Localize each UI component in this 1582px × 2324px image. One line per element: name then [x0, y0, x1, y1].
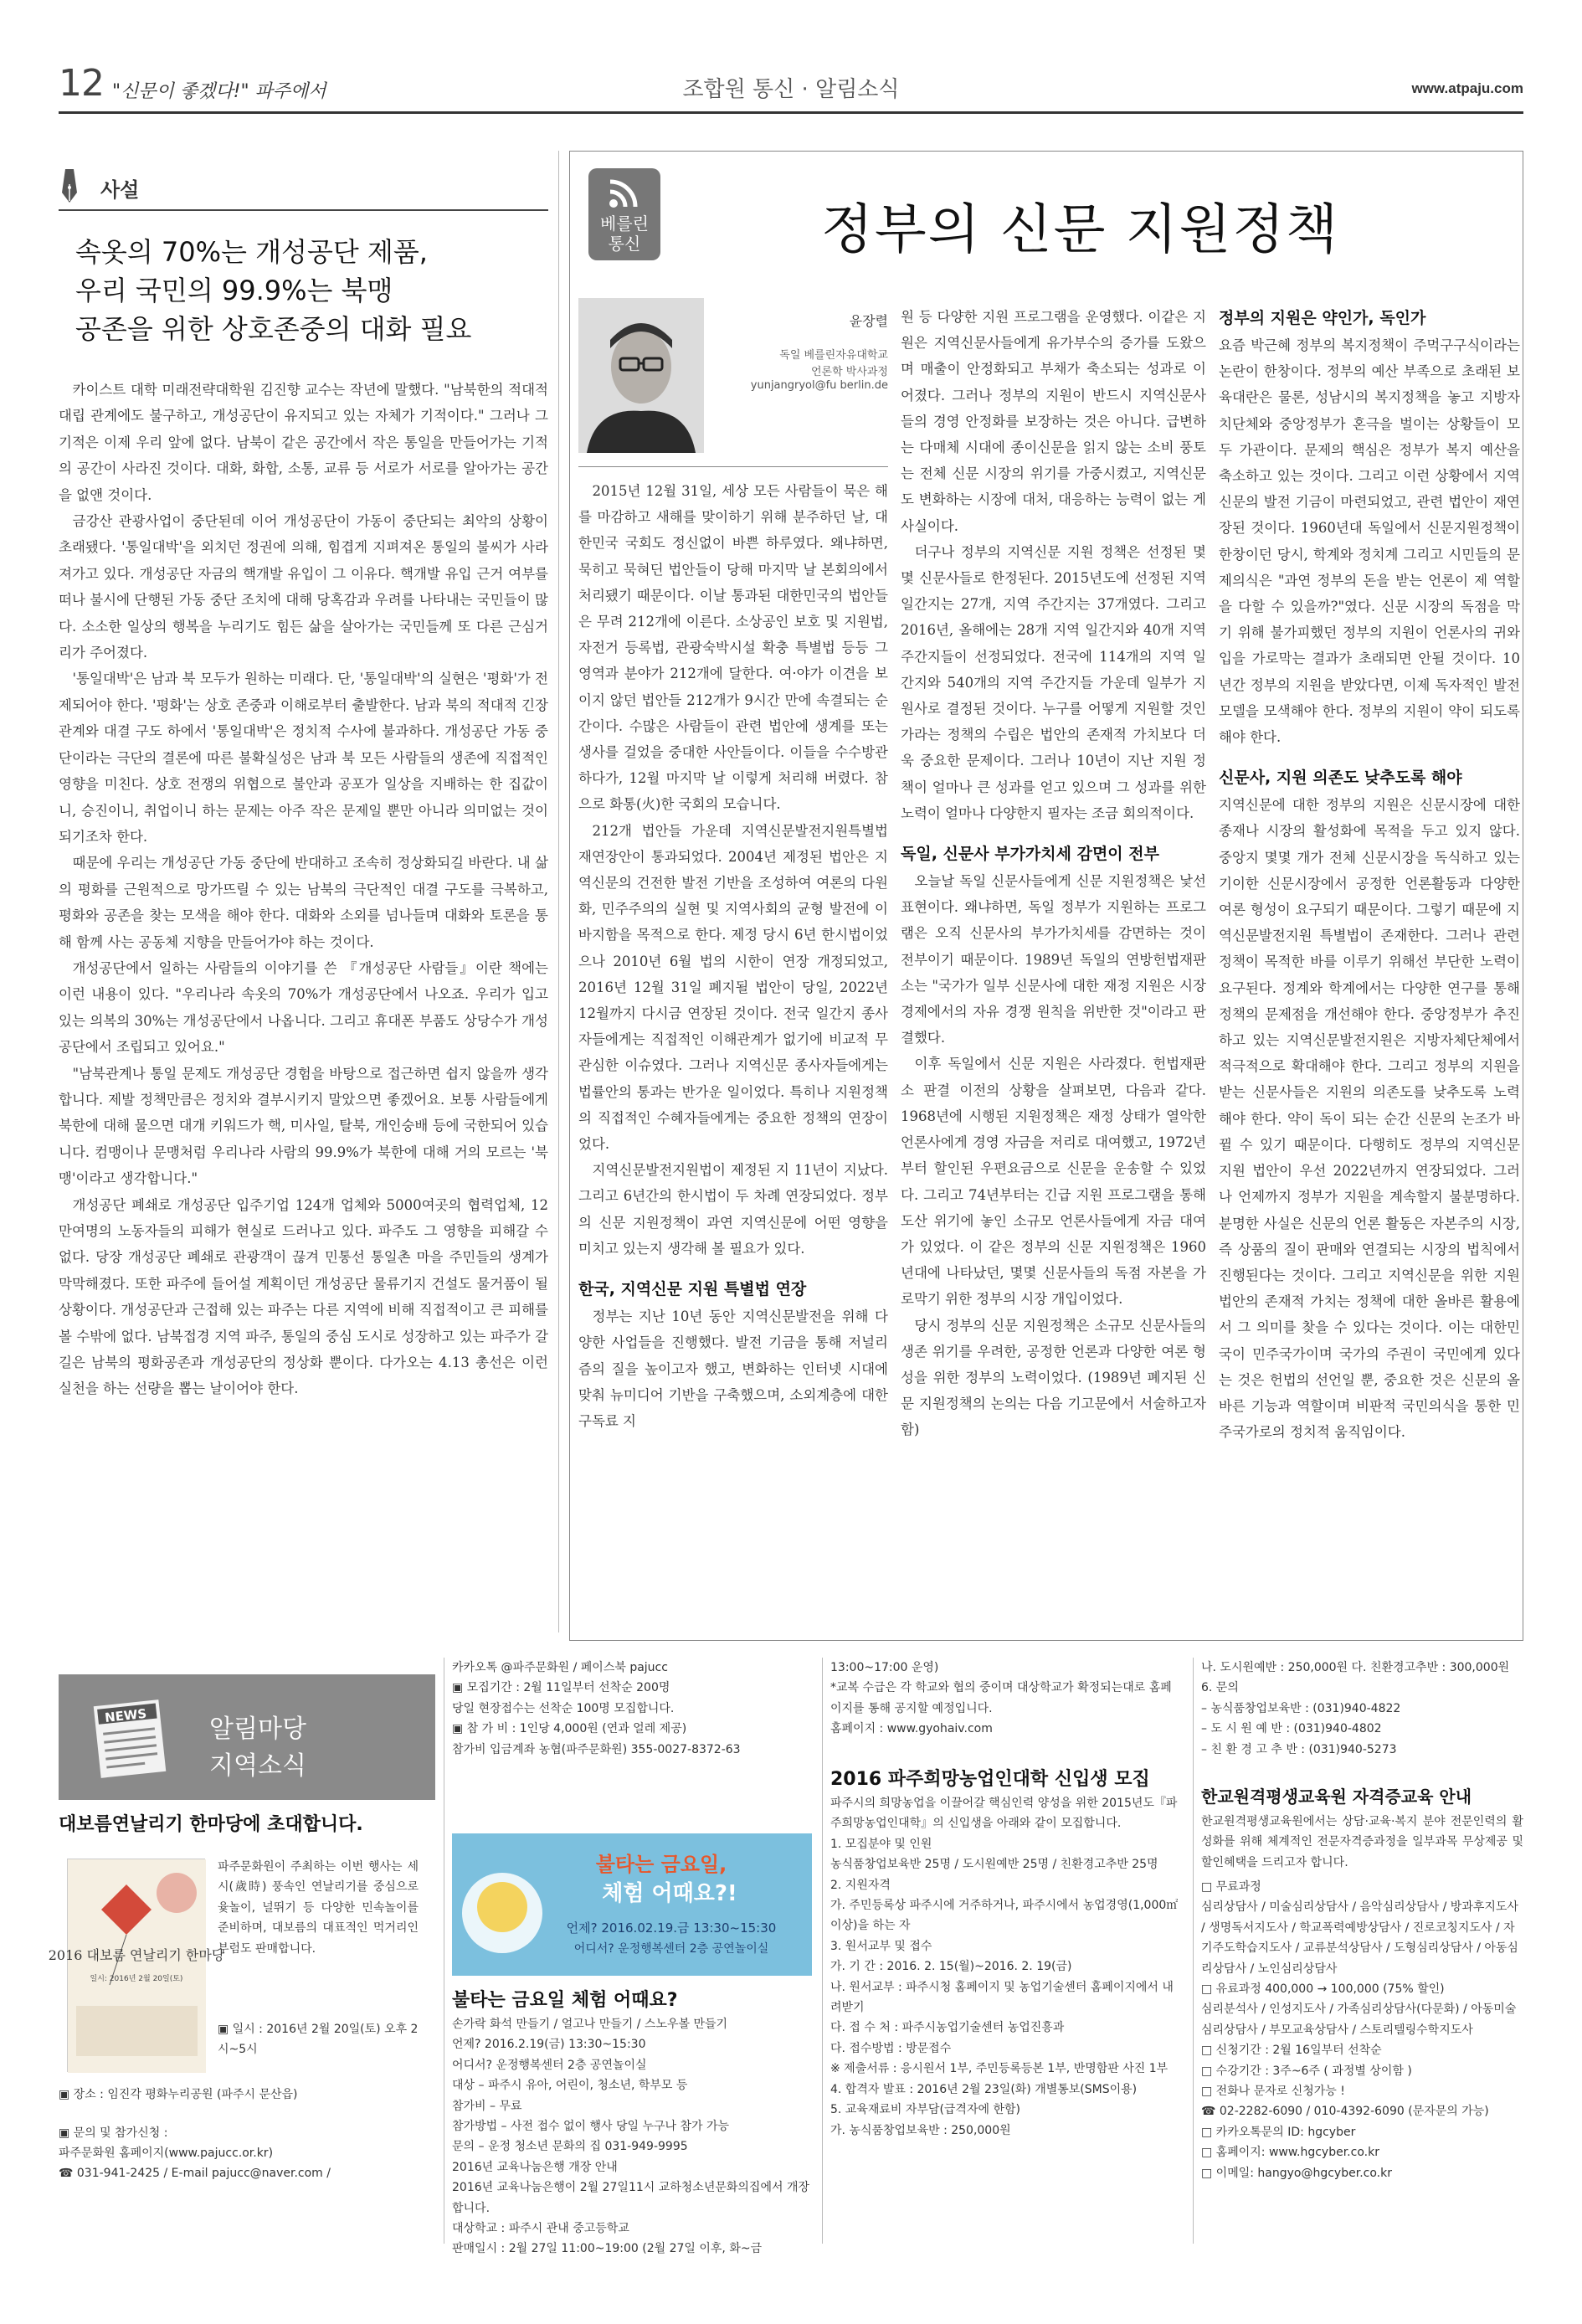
rss-icon	[607, 178, 642, 210]
pen-icon	[59, 167, 92, 208]
paragraph: 때문에 우리는 개성공단 가동 중단에 반대하고 조속히 정상화되길 바란다. 내 삶의 평화를 근원적으로 망가뜨릴 수 있는 남북의 극단적인 대결 구도를 극복하고, 평화와 공존을 찾는 모색을 해야 한다. 대화와 소외를 넘나들며 대화와 토론을 통해 함께 사는 공동체 지향을 만들어가야 하는 것이다.	[59, 855, 548, 950]
svg-text:2016 대보름 연날리기 한마당: 2016 대보름 연날리기 한마당	[48, 1947, 225, 1963]
page-header	[59, 59, 1523, 114]
notice-title-friday: 불타는 금요일 체험 어때요?	[452, 1990, 678, 2011]
svg-text:불타는 금요일,: 불타는 금요일,	[595, 1853, 727, 1876]
svg-text:어디서? 운정행복센터 2층 공연놀이실: 어디서? 운정행복센터 2층 공연놀이실	[573, 1942, 769, 1956]
editorial-body	[59, 377, 548, 1402]
paragraph: 당시 정부의 신문 지원정책은 소규모 신문사들의 생존 위기를 우려한, 공정한 언론과 다양한 여론 형성을 위한 정부의 노력이었다. (1989년 폐지된 신문 지원정책의 논의는 다음 기고문에서 서술하고자 함)	[901, 1317, 1206, 1438]
paragraph: 오늘날 독일 신문사들에게 신문 지원정책은 낯선 표현이다. 왜냐하면, 독일 정부가 지원하는 프로그램은 오직 신문사의 부가가치세를 감면하는 것이 전부이기 때문이다. 1989년 독일의 연방헌법재판소는 "국가가 일부 신문사에 대한 재정 지원은 시장 경제에서의 자유 경쟁 원칙을 위반한 것"이라고 판결했다.	[901, 873, 1206, 1046]
paragraph: 지역신문에 대한 정부의 지원은 신문시장에 대한 종재나 시장의 활성화에 목적을 두고 있지 않다. 중앙지 몇몇 개가 전체 신문시장을 독식하고 있는 기이한 신문시장에서 공정한 언론활동과 다양한 여론 형성이 요구되기 때문이다. 그렇기 때문에 지역신문발전지원 특별법이 존재한다. 그러나 관련 정책이 목적한 바를 이루기 위해선 부단한 노력이 요구된다. 정계와 학계에서는 다양한 연구를 통해 정책의 문제점을 개선해야 한다. 중앙정부가 추진하고 있는 지역신문발전지원은 지방자체단체에서 적극적으로 확대해야 한다. 그리고 정부의 지원을 받는 신문사들은 지원의 의존도를 낮추도록 노력해야 한다. 약이 독이 되는 순간 신문의 논조가 바뀔 수 있기 때문이다. 다행히도 정부의 지역신문 지원 법안이 우선 2022년까지 연장되었다. 그러나 언제까지 정부가 지원을 계속할지 불분명하다. 분명한 사실은 신문의 언론 활동은 자본주의 시장, 즉 상품의 질이 판매와 연결되는 시장의 법칙에서 진행된다는 것이다. 그리고 지역신문을 위한 지원 법안의 존재적 가치는 정책에 대한 올바른 활용에서 그 의미를 찾을 수 있다는 것이다. 이는 대한민국이 민주국가이며 국가의 주권이 국민에게 있다는 것은 헌법의 선언일 뿐, 중요한 것은 신문의 올바른 기능과 역할이며 비판적 국민의식을 통한 민주국가로의 정치적 움직임이다.	[1219, 797, 1520, 1441]
editorial-headline: 속옷의 70%는 개성공단 제품, 우리 국민의 99.9%는 북맹 공존을 위한 상호존중의 대화 필요	[75, 236, 472, 345]
notice-title-kite: 대보름연날리기 한마당에 초대합니다.	[59, 1814, 363, 1835]
notice-certificate-intro: 한교원격평생교육원에서는 상담·교육·복지 분야 전문인력의 활성화를 위해 체계적인 전문자격증과정을 일부과목 무상제공 및 할인혜택을 드리고자 합니다.	[1201, 1815, 1523, 1869]
paragraph: '통일대박'은 남과 북 모두가 원하는 미래다. 단, '통일대박'의 실현은 '평화'가 전제되어야 한다. '평화'는 상호 존중과 이해로부터 출발한다. 남과 북의 적대적 긴장 관계와 대결 구도 하에서 '통일대박'은 정치적 수사에 불과하다. 개성공단 가동 중단이라는 극단의 결론에 따른 불확실성은 남과 북 모든 사람들의 생존에 직접적인 영향을 미친다. 상호 전쟁의 위협으로 불안과 공포가 일상을 지배하는 한 집값이니, 승진이니, 취업이니 하는 문제는 아주 작은 문제일 뿐만 아니라 의미없는 것이 되기조차 한다.	[59, 671, 548, 845]
section-title: 조합원 통신 · 알림소식	[682, 77, 900, 102]
paragraph: 금강산 관광사업이 중단된데 이어 개성공단이 가동이 중단되는 최악의 상황이 초래됐다. '통일대박'을 외치던 정권에 의해, 힘겹게 지펴져온 통일의 불씨가 사라져가고 있다. 개성공단 자금의 핵개발 유입이 그 이유다. 핵개발 유입 근거 여부를 떠나 불시에 단행된 가동 중단 조치에 대해 당혹감과 우려를 나타내는 국민들이 많다. 소소한 일상의 행복을 누리기도 힘든 삶을 살아가는 국민들께 또 다른 근심거리가 주어졌다.	[59, 513, 548, 661]
notice-kite-date: ▣ 일시 : 2016년 2월 20일(토) 오후 2시~5시	[218, 2023, 419, 2057]
page-number: 12	[59, 62, 104, 105]
article-column-1	[578, 478, 888, 1434]
notice-kite-text: 파주문화원이 주최하는 이번 행사는 세시(歲時) 풍속인 연날리기를 중심으로 윷놀이, 널뛰기 등 다양한 민속놀이를 준비하며, 대보름의 대표적인 먹거리인 부럼도 판매합니다.	[218, 1860, 419, 1956]
paragraph: 더구나 정부의 지역신문 지원 정책은 선정된 몇몇 신문사들로 한정된다. 2015년도에 선정된 지역 일간지는 27개, 지역 주간지는 37개였다. 그리고 2016년, 올해에는 28개 지역 일간지와 40개 지역 주간지들이 선정되었다. 전국에 114개의 지역 일간지와 540개의 지역 주간지들 가운데 일부가 지원사로 결정된 것이다. 누구를 어떻게 지원할 것인가라는 정책의 수립은 법안의 존재적 가치보다 더욱 중요한 문제이다. 그러나 10년이 지난 지원 정책이 얼마나 큰 성과를 얻고 있으며 그 성과를 위한 노력이 얼마나 다양한지 필자는 조금 회의적이다.	[901, 543, 1206, 821]
subheading: 정부의 지원은 약인가, 독인가	[1219, 309, 1426, 327]
notice-certificate-text: □ 무료과정 심리상담사 / 미술심리상담사 / 음악심리상담사 / 방과후지도사 / 생명독서지도사 / 학교폭력예방상담사 / 진로코칭지도사 / 자기주도학습지도사 / 교류분석상담사 / 도형심리상담사 / 아동심리상담사 / 노인심리상담사 □ 유료과정 400,000 → 100,000 (75% 할인) 심리분석사 / 인성지도사 / 가족심리상담사(다문화) / 아동미술심리상담사 / 부모교육상담사 / 스토리텔링수학지도사 □ 신청기간 : 2월 16일부터 선착순 □ 수강기간 : 3주~6주 ( 과정별 상이함 ) □ 전화나 문자로 신청가능 ! ☎ 02-2282-6090 / 010-4392-6090 (문자문의 가능) □ 카카오톡문의 ID: hgcyber □ 홈페이지: www.hgcyber.co.kr □ 이메일: hangyo@hgcyber.co.kr	[1201, 1880, 1518, 2180]
paragraph: 요즘 박근혜 정부의 복지정책이 주먹구구식이라는 논란이 한창이다. 정부의 예산 부족으로 초래된 보육대란은 물론, 성남시의 복지정책을 놓고 지방자치단체와 중앙정부가 혼극을 벌이는 상황들이 모두 가관이다. 문제의 핵심은 정부가 복지 예산을 축소하고 있는 것이다. 그리고 이런 상황에서 지역신문의 발전 기금이 마련되었고, 관련 법안이 재연장된 것이다. 1960년대 독일에서 신문지원정책이 한창이던 당시, 학계와 정치계 그리고 시민들의 문제의식은 "과연 정부의 돈을 받는 언론이 제 역할을 다할 수 있을까?"였다. 신문 시장의 독점을 막기 위해 불가피했던 정부의 지원이 언론사의 귀와 입을 가로막는 결과가 초래되면 안될 것이다. 10년간 정부의 지원을 받았다면, 이제 독자적인 발전 모델을 모색해야 한다. 정부의 지원이 약이 되도록 해야 한다.	[1219, 337, 1520, 746]
paragraph: 지역신문발전지원법이 제정된 지 11년이 지났다. 그리고 6년간의 한시법이 두 차례 연장되었다. 정부의 신문 지원정책이 과연 지역신문에 어떤 영향을 미치고 있는지 생각해 볼 필요가 있다.	[578, 1162, 888, 1257]
newspaper-icon	[92, 1691, 167, 1779]
svg-text:체험 어때요?!: 체험 어때요?!	[602, 1881, 737, 1906]
notice-kite-phone[interactable]: ☎ 031-941-2425 / E-mail pajucc@naver.com /	[59, 2167, 331, 2180]
notice-kite-details: 카카오톡 @파주문화원 / 페이스북 pajucc ▣ 모집기간 : 2월 11일부터 선착순 200명 당일 현장접수는 선착순 100명 모집합니다. ▣ 참 가 비 : 1인당 4,000원 (연과 얼레 제공) 참가비 입금계좌 농협(파주문화원) 355-0027-8372-63	[452, 1661, 741, 1756]
friday-event-poster	[452, 1833, 812, 1976]
editorial-rule	[59, 209, 548, 211]
editorial-label: 사설	[59, 167, 139, 208]
notice-title-certificate: 한교원격평생교육원 자격증교육 안내	[1201, 1787, 1472, 1807]
notice-kite-homepage[interactable]: 파주문화원 홈페이지(www.pajucc.or.kr)	[59, 2147, 274, 2160]
author-role: 언론학 박사과정	[810, 366, 888, 378]
subheading: 한국, 지역신문 지원 특별법 연장	[578, 1280, 807, 1299]
notice-farm-college-text: 파주시의 희망농업을 이끌어갈 핵심인력 양성을 위한 2015년도『파주희망농업인대학』의 신입생을 아래와 같이 모집합니다. 1. 모집분야 및 인원 농식품창업보육반 25명 / 도시원예반 25명 / 친환경고추반 25명 2. 지원자격 가. 주민등록상 파주시에 거주하거나, 파주시에서 농업경영(1,000㎡이상)을 하는 자 3. 원서교부 및 접수 가. 기 간 : 2016. 2. 15(월)~2016. 2. 19(금) 나. 원서교부 : 파주시청 홈페이지 및 농업기술센터 홈페이지에서 내려받기 다. 접 수 처 : 파주시농업기술센터 농업진흥과 다. 접수방법 : 방문접수 ※ 제출서류 : 응시원서 1부, 주민등록등본 1부, 반명함판 사진 1부 4. 합격자 발표 : 2016년 2월 23일(화) 개별통보(SMS이용) 5. 교육재료비 자부담(급격자에 한함) 가. 농식품창업보육반 : 250,000원	[830, 1797, 1179, 2137]
notice-header: NEWS 알림마당 지역소식	[59, 1674, 435, 1800]
article-column-3	[1219, 304, 1520, 1445]
paragraph: "남북관계나 통일 문제도 개성공단 경험을 바탕으로 접근하면 쉽지 않을까 생각합니다. 제발 정책만큼은 정치와 결부시키지 말았으면 좋겠어요. 보통 사람들에게 북한에 대해 물으면 대개 키워드가 핵, 미사일, 탈북, 개인숭배 등에 국한되어 있습니다. 컴맹이나 문맹처럼 우리나라 사람의 99.9%가 북한에 대해 거의 모르는 '북맹'이라고 생각합니다."	[59, 1065, 548, 1187]
svg-text:언제? 2016.02.19.금 13:30~15:30: 언제? 2016.02.19.금 13:30~15:30	[566, 1920, 777, 1936]
masthead: "신문이 좋겠다!" 파주에서	[112, 81, 326, 102]
notice-farm-college-fees: 나. 도시원예반 : 250,000원 다. 친환경고추반 : 300,000원 6. 문의 – 농식품창업보육반 : (031)940-4822 – 도 시 원 예 반 : (031)940-4802 – 친 환 경 고 추 반 : (031)940-5273	[1201, 1661, 1510, 1756]
notice-kite-place: ▣ 장소 : 임진각 평화누리공원 (파주시 문산읍)	[59, 2088, 298, 2101]
notice-divider	[1193, 1658, 1194, 2244]
notice-friday-text: 손가락 화석 만들기 / 얼고나 만들기 / 스노우볼 만들기 언제? 2016.2.19(금) 13:30~15:30 어디서? 운정행복센터 2층 공연놀이실 대상 – 파주시 유아, 어린이, 청소년, 학부모 등 참가비 – 무료 참가방법 – 사전 접수 없이 행사 당일 누구나 참가 가능 문의 – 운정 청소년 문화의 집 031-949-9995 2016년 교육나눔은행 개장 안내 2016년 교육나눔은행이 2월 27일11시 교하청소년문화의집에서 개장합니다. 대상학교 : 파주시 관내 중고등학교 판매일시 : 2월 27일 11:00~19:00 (2월 27일 이후, 화~금	[452, 2018, 809, 2256]
author-photo	[578, 298, 704, 453]
paragraph: 212개 법안들 가운데 지역신문발전지원특별법 재연장안이 통과되었다. 2004년 제정된 법안은 지역신문의 건전한 발전 기반을 조성하여 여론의 다원화, 민주주의의 실현 및 지역사회의 균형 발전에 이바지함을 목적으로 한다. 제정 당시 6년 한시법이었으나 2010년 6월 법의 시한이 연장 개정되었고, 2016년 12월 31일 폐지될 법안이 당일, 2022년 12월까지 다시금 연장된 것이다. 전국 일간지 종사자들에게는 직접적인 이해관계가 없기에 비교적 무관심한 이슈였다. 그러나 지역신문 종사자들에게는 법률안의 통과는 반가운 일이었다. 특히나 지원정책의 직접적인 수혜자들에게는 중요한 정책의 연장이었다.	[578, 822, 888, 1153]
author-email[interactable]: yunjangryol@fu berlin.de	[750, 379, 888, 392]
subheading: 신문사, 지원 의존도 낮추도록 해야	[1219, 769, 1462, 788]
svg-text:NEWS: NEWS	[104, 1705, 148, 1725]
paragraph: 원 등 다양한 지원 프로그램을 운영했다. 이같은 지원은 지역신문사들에게 유가부수의 증가를 도왔으며 매출이 안정화되고 부채가 축소되는 성과로 이어졌다. 그러나 정부의 지원이 반드시 지역신문사들의 경영 안정화를 보장하는 것은 아니다. 급변하는 다매체 시대에 종이신문을 읽지 않는 소비 풍토는 전체 신문 시장의 위기를 가중시켰고, 지역신문도 변화하는 시장에 대처, 대응하는 능력이 없는 게 사실이다.	[901, 309, 1206, 534]
berlin-tag: 베를린 통신	[588, 168, 660, 260]
editorial	[59, 151, 548, 1641]
column-divider	[558, 151, 559, 1632]
paragraph: 개성공단에서 일하는 사람들의 이야기를 쓴 『개성공단 사람들』이란 책에는 이런 내용이 있다. "우리나라 속옷의 70%가 개성공단에서 나오죠. 우리가 입고 있는 의복의 30%는 개성공단에서 나옵니다. 그리고 휴대폰 부품도 상당수가 개성공단에서 조립되고 있어요."	[59, 959, 548, 1056]
paragraph: 카이스트 대학 미래전략대학원 김진향 교수는 작년에 말했다. "남북한의 적대적 대립 관계에도 불구하고, 개성공단이 유지되고 있는 자체가 기적이다." 그러나 그 기적은 이제 우리 앞에 없다. 남북이 같은 공간에서 작은 통일을 만들어가는 기적의 공간이 사라진 것이다. 대화, 화합, 소통, 교류 등 서로가 서로를 알아가는 공간을 없앤 것이다.	[59, 382, 548, 503]
notice-title-farm-college: 2016 파주희망농업인대학 신입생 모집	[830, 1769, 1150, 1790]
article-title: 정부의 신문 지원정책	[821, 199, 1340, 261]
notice-section	[48, 1658, 1523, 2265]
berlin-article	[569, 151, 1523, 1641]
author-affiliation: 독일 베를린자유대학교	[779, 349, 888, 362]
notice-kite-contact-label: ▣ 문의 및 참가신청 :	[59, 2126, 168, 2140]
paragraph: 정부는 지난 10년 동안 지역신문발전을 위해 다양한 사업들을 진행했다. 발전 기금을 통해 저널리즘의 질을 높이고자 했고, 변화하는 인터넷 시대에 맞춰 뉴미디어 기반을 구축했으며, 소외계층에 대한 구독료 지	[578, 1309, 888, 1429]
paragraph: 이후 독일에서 신문 지원은 사라졌다. 헌법재판소 판결 이전의 상황을 살펴보면, 다음과 같다. 1968년에 시행된 지원정책은 재정 상태가 열악한 언론사에게 경영 자금을 저리로 대여했고, 1972년부터 할인된 우편요금으로 신문을 운송할 수 있었다. 그리고 74년부터는 긴급 지원 프로그램을 통해 도산 위기에 놓인 소규모 언론사들에게 자금 대여가 있었다. 이 같은 정부의 신문 지원정책은 1960년대에 나타났던, 몇몇 신문사들의 독점 자본을 가로막기 위한 정부의 시장 개입이었다.	[901, 1056, 1206, 1308]
subheading: 독일, 신문사 부가가치세 감면이 전부	[901, 845, 1159, 864]
author-name: 윤장렬	[849, 313, 888, 329]
svg-text:일시: 2016년 2월 20일(토): 일시: 2016년 2월 20일(토)	[90, 1975, 183, 1983]
paragraph: 2015년 12월 31일, 세상 모든 사람들이 묵은 해를 마감하고 새해를 맞이하기 위해 분주하던 날, 대한민국 국회도 정신없이 바쁜 하루였다. 왜냐하면, 묵히고 묵혀딘 법안들이 당해 마지막 날 본회의에서 처리됐기 때문이다. 이날 통과된 대한민국의 법안들은 무려 212개에 이른다. 소상공인 보호 및 지원법, 자전거 등록법, 관광숙박시설 확충 특별법 등등 그 영역과 분야가 212개에 달한다. 여·야가 이견을 보이지 않던 법안들 212개가 9시간 만에 속결되는 순간이다. 수많은 사람들이 관련 법안에 생계를 또는 생사를 걸었을 중대한 사안들이다. 이들을 수수방관하다가, 12월 마지막 날 이렇게 처리해 버렸다. 참으로 화통(火)한 국회의 모습니다.	[578, 483, 888, 813]
notice-uniform-info: 13:00~17:00 운영) *교복 수급은 각 학교와 협의 중이며 대상학교가 확정되는대로 홈페이지를 통해 공지할 예정입니다. 홈페이지 : www.gyohaiv.com	[830, 1661, 1172, 1736]
site-url[interactable]: www.atpaju.com	[1411, 80, 1523, 96]
article-column-2	[901, 304, 1206, 1443]
notice-divider	[822, 1658, 823, 2244]
paragraph: 개성공단 폐쇄로 개성공단 입주기업 124개 업체와 5000여곳의 협력업체, 12만여명의 노동자들의 피해가 현실로 드러나고 있다. 파주도 그 영향을 피해갈 수 없다. 당장 개성공단 폐쇄로 관광객이 끊겨 민통선 통일촌 마을 주민들의 생계가 막막해졌다. 또한 파주에 들어설 계획이던 개성공단 물류기지 건설도 물거품이 될 상황이다. 개성공단과 근접해 있는 파주는 다른 지역에 비해 직접적이고 큰 피해를 볼 수밖에 없다. 남북접경 지역 파주, 통일의 중심 도시로 성장하고 있는 파주가 갈 길은 남북의 평화공존과 개성공단의 정상화 뿐이다. 다가오는 4.13 총선은 이런 실천을 하는 선량을 뽑는 날이어야 한다.	[59, 1196, 548, 1397]
kite-festival-poster	[48, 1859, 225, 2072]
byline-divider	[578, 466, 888, 467]
